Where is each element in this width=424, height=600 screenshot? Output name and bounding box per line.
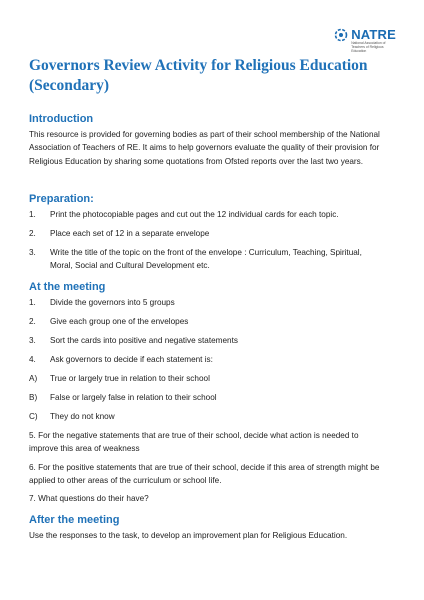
meeting-point-5: 5. For the negative statements that are true of their school, decide what action is needed to improve this area of weakness — [29, 431, 359, 454]
list-text: Sort the cards into positive and negative statements — [50, 336, 238, 345]
after-meeting-heading: After the meeting — [29, 514, 120, 526]
list-marker: A) — [29, 374, 38, 383]
meeting-point-7: 7. What questions do their have? — [29, 494, 149, 503]
list-marker: 3. — [29, 336, 36, 345]
natre-logo — [334, 28, 396, 53]
list-text: Place each set of 12 in a separate envelope — [50, 229, 210, 238]
list-text: Print the photocopiable pages and cut out the 12 individual cards for each topic. — [50, 210, 339, 219]
list-marker: 1. — [29, 210, 36, 219]
list-text: They do not know — [50, 412, 115, 421]
natre-logo-icon — [334, 28, 348, 42]
introduction-heading: Introduction — [29, 113, 94, 125]
list-marker: 2. — [29, 229, 36, 238]
list-text: Write the title of the topic on the front of the envelope : Curriculum, Teaching, Spiritual, Moral, Social and Cultural Development etc. — [50, 248, 362, 271]
list-marker: 3. — [29, 248, 36, 257]
list-marker: 1. — [29, 298, 36, 307]
list-text: Give each group one of the envelopes — [50, 317, 189, 326]
preparation-heading: Preparation: — [29, 193, 94, 205]
meeting-point-6: 6. For the positive statements that are true of their school, decide if this area of strength might be applied to other areas of the curriculum or school life. — [29, 463, 380, 486]
list-marker: 4. — [29, 355, 36, 364]
list-text: Divide the governors into 5 groups — [50, 298, 175, 307]
meeting-heading: At the meeting — [29, 281, 106, 293]
document-title: Governors Review Activity for Religious Education (Secondary) — [29, 57, 368, 94]
logo-name: NATRE — [351, 27, 396, 42]
list-marker: 2. — [29, 317, 36, 326]
list-marker: C) — [29, 412, 38, 421]
after-meeting-text: Use the responses to the task, to develop an improvement plan for Religious Education. — [29, 531, 348, 540]
list-marker: B) — [29, 393, 38, 402]
list-text: True or largely true in relation to their school — [50, 374, 210, 383]
list-text: Ask governors to decide if each statement is: — [50, 355, 213, 364]
introduction-text: This resource is provided for governing bodies as part of their school membership of the National Association of Teachers of RE. It aims to help governors evaluate the quality of their provision for Religious Education by sharing some quotations from Ofsted reports over the last two years. — [29, 130, 380, 166]
logo-tagline: National Association of Teachers of Religious Education — [351, 41, 386, 53]
list-text: False or largely false in relation to their school — [50, 393, 217, 402]
